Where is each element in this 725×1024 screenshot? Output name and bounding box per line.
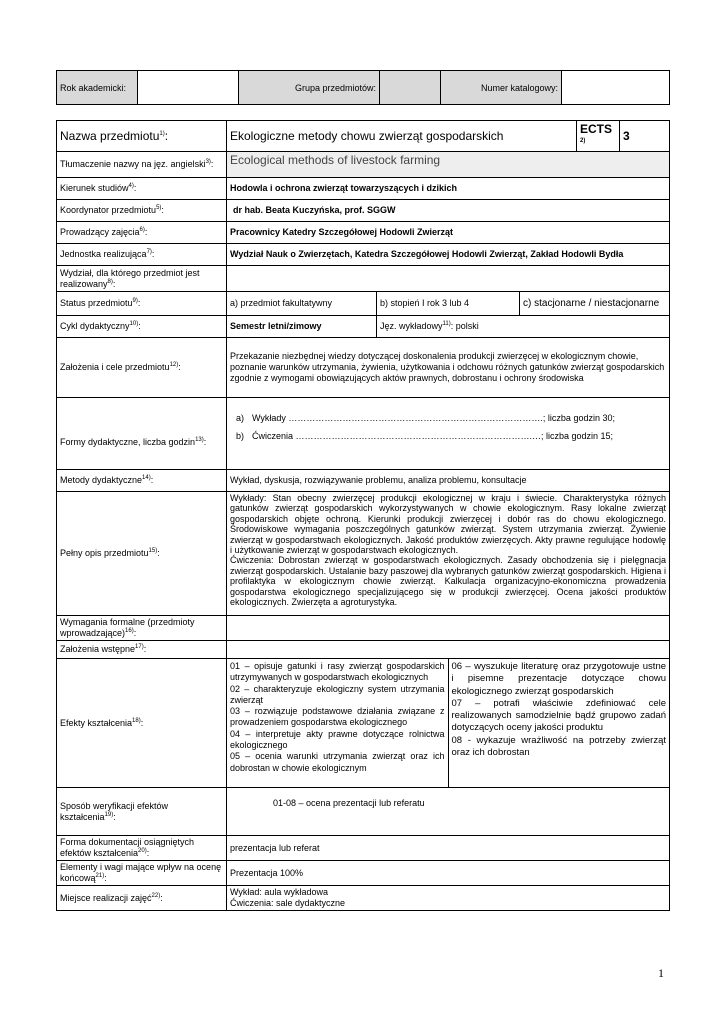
- effects-cell: [227, 659, 670, 788]
- effects-left: 01 – opisuje gatunki i rasy zwierząt gospodarskich utrzymywanych w gospodarstwach ekologicznych 02 – charakteryzuje ekologiczny system utrzymania zwierząt 03 – rozwiązuje podstawowe działania związane z prowadzeniem gospodarstwa ekologicznego 04 – interpretuje akty prawne dotyczące rolnictwa ekologicznego 05 – ocenia warunki utrzymania zwierząt oraz ich dobrostan w chowie ekologicznym: [227, 659, 448, 787]
- field-label: Kierunek studiów$^{4)}$:: [57, 178, 227, 200]
- catalog-number-label: Numer katalogowy:: [441, 71, 562, 105]
- translation-row: [57, 152, 670, 178]
- verification-label: Sposób weryfikacji efektów kształcenia$^{19)}$:: [57, 788, 227, 836]
- status-row: [57, 292, 670, 316]
- coordinator-label: Koordynator przedmiotu$^{5)}$:: [57, 200, 227, 222]
- documentation-row: [57, 836, 670, 861]
- location-row: [57, 886, 670, 911]
- field-row: [57, 178, 670, 200]
- academic-year-field[interactable]: [138, 71, 239, 105]
- teachers-value: Pracownicy Katedry Szczegółowej Hodowli Zwierząt: [227, 222, 670, 244]
- location-value: [227, 886, 670, 911]
- coordinator-row: [57, 200, 670, 222]
- requirements-label: Wymagania formalne (przedmioty wprowadzające)$^{16)}$:: [57, 616, 227, 641]
- coordinator-value: dr hab. Beata Kuczyńska, prof. SGGW: [227, 200, 670, 222]
- forms-item: [236, 412, 666, 424]
- catalog-number-field[interactable]: [562, 71, 670, 105]
- cycle-label: Cykl dydaktyczny$^{10)}$:: [57, 316, 227, 338]
- faculty-value: [227, 266, 670, 292]
- forms-list: [227, 398, 670, 470]
- goals-value: Przekazanie niezbędnej wiedzy dotyczącej doskonalenia produkcji zwierzęcej w ekologicznym chowie, poznanie warunków utrzymania, żywienia, użytkowania i odchowu różnych gatunków zwierząt gospodarskich zgodnie z wymogami obowiązujących aktów prawnych, dobrostanu i ochrony środowiska: [227, 338, 670, 398]
- course-name-value: Ekologiczne metody chowu zwierząt gospodarskich: [227, 121, 577, 152]
- header-table: [56, 70, 670, 105]
- academic-year-label: Rok akademicki:: [57, 71, 138, 105]
- course-name-label: Nazwa przedmiotu$^{1)}$:: [57, 121, 227, 152]
- methods-label: Metody dydaktyczne$^{14)}$:: [57, 470, 227, 492]
- ects-label: ECTS $^{2)}$: [577, 121, 620, 152]
- teachers-label: Prowadzący zajęcia$^{6)}$:: [57, 222, 227, 244]
- description-value: Wykłady: Stan obecny zwierzęcej produkcji ekologicznej w kraju i świecie. Charakterystyka różnych gatunków zwierząt gospodarskich wykorzystywanych w chowie ekologicznym. Rasy lokalne zwierząt gospodarskich objęte ochroną. Kierunki produkcji zwierzęcej i dobór ras do chowu ekologicznego. Środowiskowe wymagania poszczególnych gatunków zwierząt. System utrzymania zwierząt. Żywienie zwierząt w gospodarstwach ekologicznych. Jakość produktów zwierzęcych. Akty prawne regulujące hodowlę i użytkowanie zwierząt w gospodarstwach ekologicznych. Ćwiczenia: Dobrostan zwierząt w gospodarstwach ekologicznych. Zasady obchodzenia się i pielęgnacja zwierząt gospodarskich. Ustalanie bazy paszowej dla wybranych gatunków zwierząt gospodarskich. Higiena i profilaktyka w ekologicznym chowie zwierząt. Kalkulacja organizacyjno-ekonomiczna prowadzenia gospodarstwa ekologicznego specjalizującego się w produkcji zwierzęcej. Ocena jakości produktów ekologicznych. Zwierzęta a agroturystyka.: [227, 492, 670, 616]
- effects-row: [57, 659, 670, 788]
- methods-value: Wykład, dyskusja, rozwiązywanie problemu, analiza problemu, konsultacje: [227, 470, 670, 492]
- subject-group-label: Grupa przedmiotów:: [239, 71, 380, 105]
- prereq-label: Założenia wstępne$^{17)}$:: [57, 641, 227, 659]
- status-label: Status przedmiotu$^{9)}$:: [57, 292, 227, 316]
- forms-item-text: Wykłady ………………………………………………………………………….; liczba godzin 30;: [252, 413, 615, 423]
- language-cell: Jęz. wykładowy$^{11)}$: polski: [377, 316, 670, 338]
- ects-value: 3: [620, 121, 670, 152]
- unit-value: Wydział Nauk o Zwierzętach, Katedra Szczegółowej Hodowli Zwierząt, Zakład Hodowli Bydła: [227, 244, 670, 266]
- location-line-2: Ćwiczenia: sale dydaktyczne: [230, 898, 346, 908]
- unit-label: Jednostka realizująca$^{7)}$:: [57, 244, 227, 266]
- documentation-value: prezentacja lub referat: [227, 836, 670, 861]
- documentation-label: Forma dokumentacji osiągniętych efektów kształcenia$^{20)}$:: [57, 836, 227, 861]
- cycle-row: [57, 316, 670, 338]
- course-name-row: [57, 121, 670, 152]
- forms-item-index: a): [236, 413, 245, 423]
- unit-row: [57, 244, 670, 266]
- forms-item-text: Ćwiczenia …………………………………………………………………….…; liczba godzin 15;: [252, 431, 614, 441]
- effects-table: [227, 659, 669, 787]
- requirements-row: [57, 616, 670, 641]
- page-number: 1: [658, 966, 664, 980]
- verification-value: 01-08 – ocena prezentacji lub referatu: [227, 788, 670, 836]
- translation-value: Ecological methods of livestock farming: [227, 152, 670, 178]
- location-label: Miejsce realizacji zajęć$^{22)}$:: [57, 886, 227, 911]
- forms-row: [57, 398, 670, 470]
- faculty-label: Wydział, dla którego przedmiot jest realizowany$^{8)}$:: [57, 266, 227, 292]
- status-b: b) stopień I rok 3 lub 4: [377, 292, 520, 316]
- cycle-value: Semestr letni/zimowy: [227, 316, 377, 338]
- subject-group-field[interactable]: [380, 71, 441, 105]
- methods-row: [57, 470, 670, 492]
- course-syllabus-table: [56, 120, 670, 911]
- grading-row: [57, 861, 670, 886]
- goals-label: Założenia i cele przedmiotu$^{12)}$:: [57, 338, 227, 398]
- translation-label: Tłumaczenie nazwy na jęz. angielski$^{3)}$:: [57, 152, 227, 178]
- status-c: c) stacjonarne / niestacjonarne: [520, 292, 670, 316]
- forms-item: [236, 430, 666, 442]
- prereq-row: [57, 641, 670, 659]
- prereq-value: [227, 641, 670, 659]
- grading-value: Prezentacja 100%: [227, 861, 670, 886]
- requirements-value: [227, 616, 670, 641]
- verification-row: [57, 788, 670, 836]
- teachers-row: [57, 222, 670, 244]
- effects-right: 06 – wyszukuje literaturę oraz przygotowuje ustne i pisemne prezentacje dotyczące chowu ekologicznego zwierząt gospodarskich 07 – potrafi właściwie zdefiniować cele realizowanych samodzielnie bądź grupowo zadań dotyczących oceny jakości produktu 08 - wykazuje wrażliwość na potrzeby zwierząt oraz ich dobrostan: [451, 661, 667, 759]
- location-line-1: Wykład: aula wykładowa: [230, 887, 328, 897]
- field-value: Hodowla i ochrona zwierząt towarzyszących i dzikich: [227, 178, 670, 200]
- description-label: Pełny opis przedmiotu$^{15)}$:: [57, 492, 227, 616]
- effects-label: Efekty kształcenia$^{18)}$:: [57, 659, 227, 788]
- description-row: [57, 492, 670, 616]
- grading-label: Elementy i wagi mające wpływ na ocenę końcową$^{21)}$:: [57, 861, 227, 886]
- status-a: a) przedmiot fakultatywny: [227, 292, 377, 316]
- goals-row: [57, 338, 670, 398]
- forms-label: Formy dydaktyczne, liczba godzin$^{13)}$:: [57, 398, 227, 470]
- forms-item-index: b): [236, 431, 245, 441]
- faculty-row: [57, 266, 670, 292]
